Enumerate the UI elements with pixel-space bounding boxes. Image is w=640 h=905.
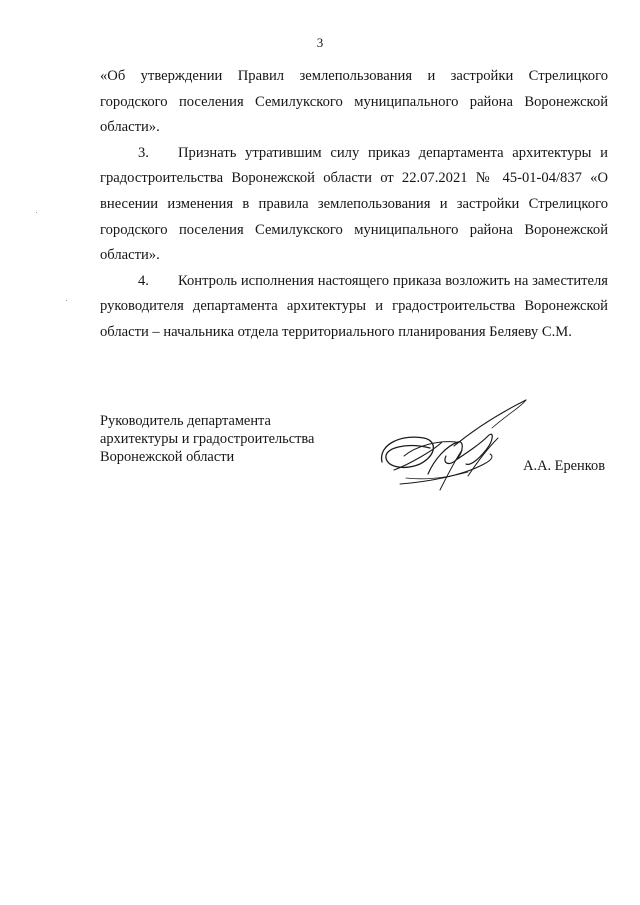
paragraph-continuation: «Об утверждении Правил землепользования и застройки Стрелицкого городского поселения Семилукского муниципального района Воронежской области». bbox=[100, 68, 608, 136]
list-item-4-number: 4. bbox=[138, 272, 149, 289]
list-item-3-number: 3. bbox=[138, 144, 149, 161]
list-item-3-text: Признать утратившим силу приказ департамента архитектуры и градостроительства Воронежской области от 22.07.2021 № 45-01-04/837 «О внесении изменения в правила землепользования и застройки Стрелицкого городского поселения Семилукского муниципального района Воронежской области». bbox=[100, 144, 608, 264]
scan-speck bbox=[66, 300, 67, 301]
signatory-title-line-1: Руководитель департамента bbox=[100, 413, 271, 429]
scan-speck bbox=[36, 212, 37, 213]
list-item-4 bbox=[100, 269, 608, 346]
list-item-3 bbox=[100, 141, 608, 269]
page-number: 3 bbox=[316, 35, 324, 50]
document-body bbox=[100, 64, 608, 346]
list-item-4-text: Контроль исполнения настоящего приказа возложить на заместителя руководителя департамента архитектуры и градостроительства Воронежской области – начальника отдела территориального планирования Беляеву С.М. bbox=[100, 272, 608, 340]
handwritten-signature bbox=[376, 398, 536, 498]
signatory-title-line-3: Воронежской области bbox=[100, 449, 235, 465]
signatory-name: А.А. Еренков bbox=[523, 458, 605, 474]
signatory-title-line-2: архитектуры и градостроительства bbox=[100, 431, 315, 447]
signatory-title bbox=[100, 412, 314, 466]
